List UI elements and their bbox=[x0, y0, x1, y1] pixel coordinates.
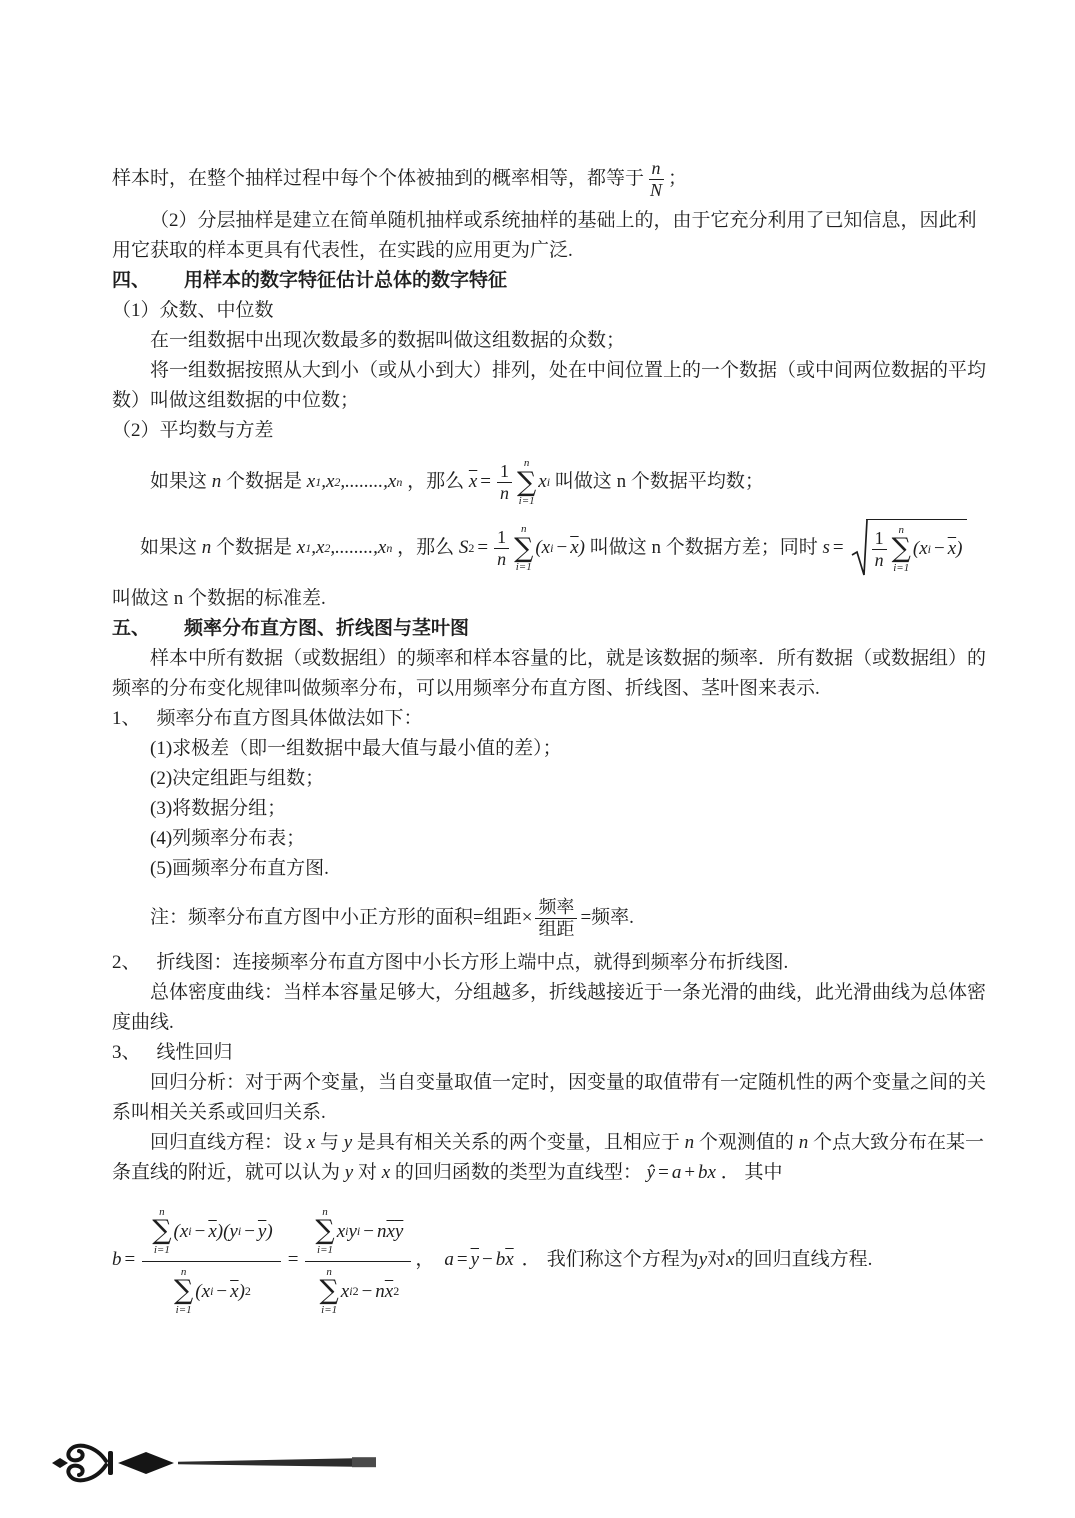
item-3-text: 线性回归 bbox=[156, 1042, 233, 1064]
sqrt-summation-icon: n ∑ i=1 bbox=[891, 524, 911, 575]
paragraph-regression-analysis: 回归分析：对于两个变量，当自变量取值一定时，因变量的取值带有一定随机性的两个变量之间的关系叫相关关系或回归关系. bbox=[112, 1072, 987, 1124]
var-var-n: n bbox=[201, 537, 212, 559]
var-fraction-1-over-n: $\frac{1}{n}$ bbox=[494, 527, 509, 569]
list-item-1 bbox=[112, 704, 992, 734]
var-seq-x: x bbox=[296, 537, 306, 559]
paragraph-frequency-intro: 样本中所有数据（或数据组）的频率和样本容量的比，就是该数据的频率．所有数据（或数据组）的频率的分布变化规律叫做频率分布，可以用频率分布直方图、折线图、茎叶图来表示. bbox=[112, 648, 987, 700]
item-1-text: 频率分布直方图具体做法如下： bbox=[156, 708, 423, 730]
fraction-n-over-N: n N bbox=[650, 158, 663, 200]
var-S: S bbox=[458, 537, 469, 559]
variance-formula-line: 如果这 n 个数据是 x 1 ,x 2 ,........,x n ，那么 S 2 = $\frac{1}{n}$ n ∑ i=1 (x i − $\overline{x}$ ) 叫做这 n 个数据方差；同时 s = 1 n n ∑ i=1 (x i − $\overline{x}$ ) bbox=[112, 516, 992, 580]
mean-seq-x: x bbox=[306, 471, 316, 493]
note-text-pre: 注：频率分布直方图中小正方形的面积=组距× bbox=[150, 907, 533, 929]
note-area-formula-line bbox=[112, 892, 992, 944]
bf2-den-summation-icon: n ∑ i=1 bbox=[319, 1266, 339, 1316]
a-symbol: a bbox=[444, 1249, 454, 1271]
paragraph-median-definition: 将一组数据按照从大到小（或从小到大）排列，处在中间位置上的一个数据（或中间两位数据的平均数）叫做这组数据的中位数； bbox=[112, 360, 987, 412]
mean-xbar: $\overline{x}$ bbox=[468, 471, 478, 493]
step-1: (1)求极差（即一组数据中最大值与最小值的差）； bbox=[150, 738, 562, 760]
b-fraction-2: n ∑ i=1 x i y i − n $\overline{x}$ $\overline{y}$ n ∑ i=1 x i 2 − n $\overline{x}$ 2 bbox=[305, 1204, 411, 1316]
item-3-number: 3、 bbox=[112, 1042, 141, 1064]
paragraph-mode-definition: 在一组数据中出现次数最多的数据叫做这组数据的众数； bbox=[150, 330, 626, 352]
bf2-num-summation-icon: n ∑ i=1 bbox=[315, 1206, 335, 1257]
sqrt-fraction-1-over-n: 1 n bbox=[872, 528, 887, 570]
mean-text-3: ，那么 bbox=[402, 471, 469, 493]
mean-seq-dots: ,........,x bbox=[340, 471, 397, 493]
mean-var-n: n bbox=[211, 471, 222, 493]
step-3: (3)将数据分组； bbox=[150, 798, 287, 820]
page-divider-ornament-icon bbox=[52, 1440, 402, 1491]
b-formula-tail: 我们称这个方程为 bbox=[546, 1249, 699, 1271]
section-heading-5 bbox=[112, 614, 992, 644]
var-text-1: 如果这 bbox=[140, 537, 202, 559]
subsection-mode-median-head: （1）众数、中位数 bbox=[112, 300, 274, 322]
item-2-number: 2、 bbox=[112, 952, 141, 974]
section-4-number: 四、 bbox=[112, 270, 151, 292]
intro-punct: ； bbox=[668, 168, 688, 190]
b-symbol: b bbox=[112, 1249, 122, 1271]
y-hat: ŷ bbox=[646, 1162, 656, 1184]
var-text-3: ，那么 bbox=[392, 537, 459, 559]
paragraph-regression-line-equation: 回归直线方程：设 x 与 y 是具有相关关系的两个变量，且相应于 n 个观测值的 n 个点大致分布在某一条直线的附近，就可以认为 y 对 x 的回归函数的类型为直线型： ŷ = a + bx ． 其中 bbox=[112, 1132, 984, 1184]
mean-seq-c1: ,x bbox=[321, 471, 335, 493]
mean-text-1: 如果这 bbox=[150, 471, 212, 493]
var-equals: = bbox=[477, 537, 489, 559]
paragraph-sampling-probability bbox=[112, 158, 992, 200]
mean-summation-icon: n ∑ i=1 bbox=[517, 457, 537, 508]
fraction-frequency-over-classwidth: 频率 组距 bbox=[535, 897, 577, 939]
mean-text-2: 个数据是 bbox=[221, 471, 307, 493]
intro-text: 样本时，在整个抽样过程中每个个体被抽到的概率相等，都等于 bbox=[112, 168, 645, 190]
paragraph-stratified-sampling: （2）分层抽样是建立在简单随机抽样或系统抽样的基础上的，由于它充分利用了已知信息，因此利用它获取的样本更具有代表性，在实践的应用更为广泛. bbox=[112, 210, 977, 262]
mean-equals: = bbox=[480, 471, 492, 493]
item-1-number: 1、 bbox=[112, 708, 141, 730]
section-5-number: 五、 bbox=[112, 618, 151, 640]
list-item-2 bbox=[112, 948, 992, 978]
b-fraction-1: n ∑ i=1 (x i − $\overline{x}$ )(y i − $\overline{y}$ ) n ∑ i=1 (x i − $\overline{x}$ ) 2 bbox=[142, 1204, 280, 1316]
mean-fraction-1-over-n: $\frac{1}{n}$ bbox=[497, 461, 512, 503]
section-4-title: 用样本的数字特征估计总体的数字特征 bbox=[184, 270, 508, 292]
step-4: (4)列频率分布表； bbox=[150, 828, 306, 850]
item-2-text: 折线图：连接频率分布直方图中小长方形上端中点，就得到频率分布折线图. bbox=[156, 952, 789, 974]
mean-text-4: 叫做这 n 个数据平均数； bbox=[550, 471, 764, 493]
var-xbar: $\overline{x}$ bbox=[570, 537, 579, 559]
step-5: (5)画频率分布直方图. bbox=[150, 858, 329, 880]
note-text-post: =频率. bbox=[580, 907, 634, 929]
section-5-title: 频率分布直方图、折线图与茎叶图 bbox=[184, 618, 470, 640]
regression-b-formula: b = n ∑ i=1 (x i − $\overline{x}$ )(y i − $\overline{y}$ ) n ∑ i=1 (x i − $\overline{x}$ ) 2 = n ∑ i=1 x i y i − n $\overline{x}$ $\overline{y}$ n ∑ i=1 x i 2 − n $\overline{x}$ 2 ， a = $\overline{y}$ − b $\overline{x}$ ． 我们称这个方程为 y 对 x 的回归直线方程. bbox=[112, 1206, 873, 1316]
paragraph-density-curve: 总体密度曲线：当样本容量足够大，分组越多，折线越接近于一条光滑的曲线，此光滑曲线为总体密度曲线. bbox=[112, 982, 987, 1034]
sd-s: s bbox=[822, 537, 830, 559]
mean-xi: x bbox=[538, 471, 547, 493]
bf1-den-summation-icon: n ∑ i=1 bbox=[174, 1266, 194, 1316]
var-summation-icon: n ∑ i=1 bbox=[514, 523, 534, 574]
subsection-mean-variance-head: （2）平均数与方差 bbox=[112, 420, 274, 442]
paragraph-sd-continuation: 叫做这 n 个数据的标准差. bbox=[112, 588, 326, 610]
section-heading-4 bbox=[112, 266, 992, 296]
bf1-num-summation-icon: n ∑ i=1 bbox=[152, 1206, 172, 1257]
var-term-open: (x bbox=[535, 537, 551, 559]
var-text-4: 叫做这 n 个数据方差；同时 bbox=[584, 537, 823, 559]
sd-square-root: 1 n n ∑ i=1 (x i − $\overline{x}$ ) bbox=[851, 519, 968, 577]
list-item-3 bbox=[112, 1038, 992, 1068]
document-body bbox=[112, 158, 992, 1316]
step-2: (2)决定组距与组数； bbox=[150, 768, 325, 790]
mean-formula-line: 如果这 n 个数据是 x 1 ,x 2 ,........,x n ，那么 $\overline{x}$ = $\frac{1}{n}$ n ∑ i=1 x i 叫做这 n 个数据平均数； bbox=[150, 457, 764, 508]
var-text-2: 个数据是 bbox=[211, 537, 297, 559]
